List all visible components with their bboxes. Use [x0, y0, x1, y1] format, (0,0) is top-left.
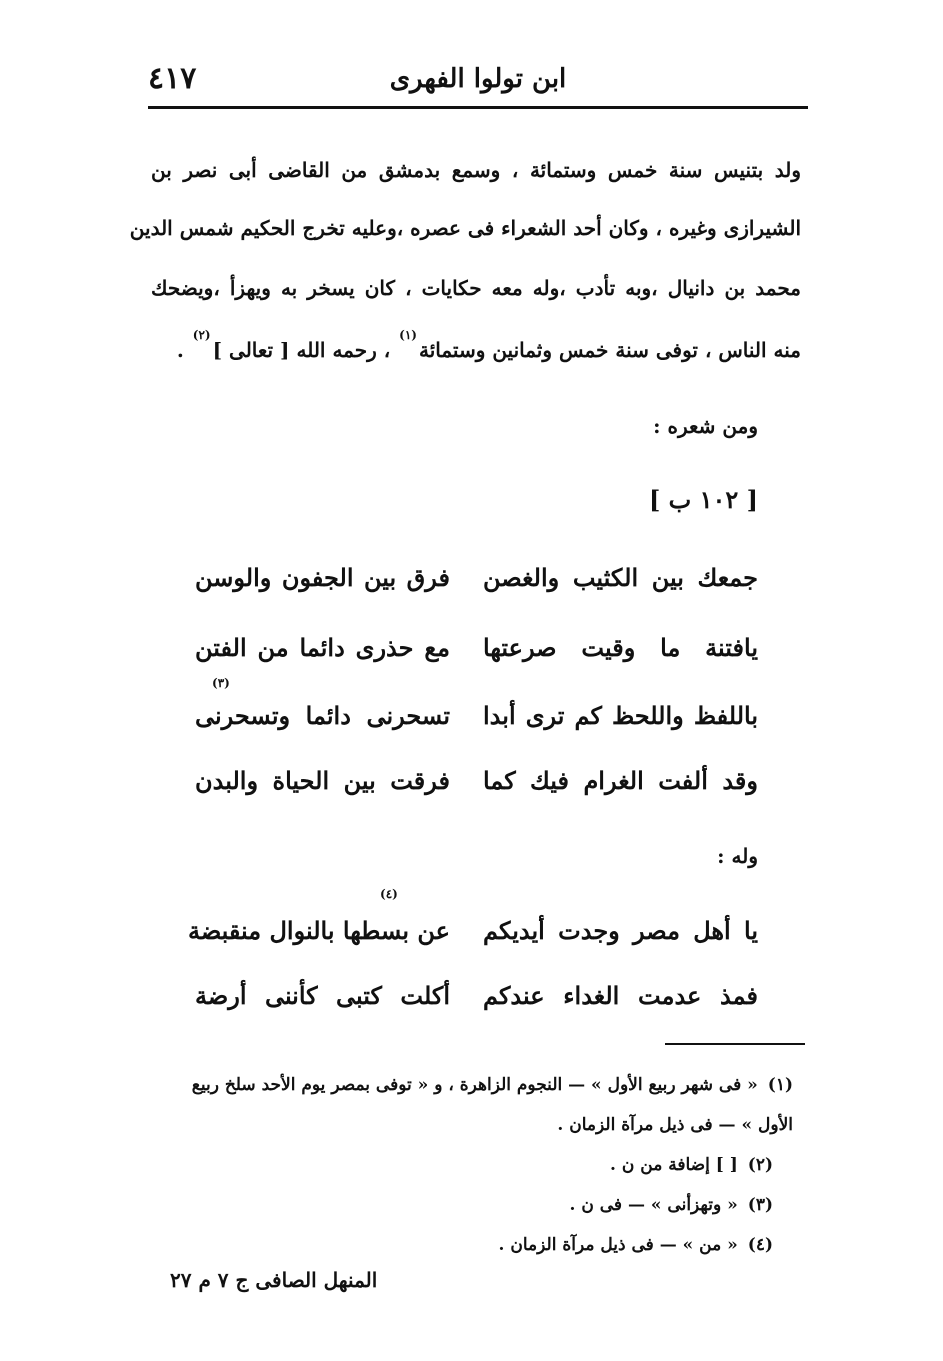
footnote-rule	[665, 1043, 805, 1045]
footnote	[610, 1150, 773, 1180]
verse-first-hemistich: فمذ عدمت الغداء عندكم	[483, 981, 758, 1010]
verse-first-hemistich: يافتنة ما وقيت صرعتها	[483, 633, 758, 662]
footnote-ref: (٢)	[192, 328, 211, 342]
verse-second-hemistich: فرق بين الجفون والوسن	[195, 563, 450, 592]
footnote-ref: (٣)	[212, 676, 230, 690]
footnote-number: (٢)	[747, 1155, 773, 1175]
poem-intro: وله :	[717, 844, 758, 868]
footnote-number: (١)	[767, 1075, 793, 1095]
footnote-ref: (١)	[399, 328, 417, 342]
paragraph-line: الشيرازى وغيره ، وكان أحد الشعراء فى عصره ،وعليه تخرج الحكيم شمس الدين	[129, 216, 801, 240]
verse	[190, 552, 770, 604]
verse	[190, 676, 770, 742]
verse-first-hemistich: جمعك بين الكثيب والغصن	[483, 563, 758, 592]
paragraph-text: .	[176, 338, 184, 362]
verse-second-hemistich: تسحرنى دائما وتسحرنى	[195, 701, 450, 730]
footnote	[570, 1190, 773, 1220]
footnote-number: (٤)	[747, 1235, 773, 1255]
footnote	[192, 1070, 793, 1100]
verse-first-hemistich: يا أهل مصر وجدت أيديكم	[483, 916, 758, 945]
verse-first-hemistich: وقد ألفت الغرام فيك كما	[483, 766, 758, 795]
footnote-text: « وتهزأنى » — فى ن .	[569, 1195, 738, 1215]
footnote-ref: (٤)	[380, 887, 398, 901]
verse	[190, 970, 770, 1022]
verse	[187, 887, 770, 957]
paragraph-last-line	[177, 330, 801, 373]
footnote-text: [ ] إضافة من ن .	[610, 1155, 738, 1175]
paragraph-line: محمد بن دانيال ،وبه تأدب ،وله معه حكايات ، كان يسخر به ويهزأ ،ويضحك	[151, 276, 801, 300]
verse	[190, 622, 770, 674]
verse-second-hemistich: أكلت كتبى كأننى أرضة	[195, 981, 450, 1010]
verse-second-hemistich: فرقت بين الحياة والبدن	[195, 766, 450, 795]
verse-first-hemistich: باللفظ واللحظ كم ترى أبدا	[483, 701, 758, 730]
verse-second-hemistich: مع حذرى دائما من الفتن	[195, 633, 450, 662]
running-title: ابن تولوا الفهرى	[389, 64, 567, 94]
manuscript-leaf-marker: [ ١٠٢ ب ]	[648, 485, 758, 514]
paragraph-text: منه الناس ، توفى سنة خمس وثمانين وستمائة	[418, 338, 801, 362]
verse	[190, 755, 770, 807]
footnote	[499, 1230, 773, 1260]
poem-intro: ومن شعره :	[653, 414, 758, 438]
footnote-text: « من » — فى ذيل مرآة الزمان .	[498, 1235, 738, 1255]
page-number: ٤١٧	[148, 61, 197, 96]
header-rule	[148, 106, 808, 109]
footnote-continuation: الأول » — فى ذيل مرآة الزمان .	[557, 1115, 793, 1135]
verse-second-hemistich: عن بسطها بالنوال منقبضة	[187, 916, 450, 945]
paragraph-line: ولد بتنيس سنة خمس وستمائة ، وسمع بدمشق من القاضى أبى نصر بن	[151, 158, 801, 182]
footnote-text: « فى شهر ربيع الأول » — النجوم الزاهرة ، و « توفى بمصر يوم الأحد سلخ ربيع	[191, 1075, 758, 1095]
running-head	[148, 58, 808, 100]
signature-mark: المنهل الصافى ج ٧ م ٢٧	[170, 1268, 378, 1292]
paragraph-text: ، رحمه الله [ تعالى ]	[212, 338, 391, 362]
footnote-number: (٣)	[747, 1195, 773, 1215]
